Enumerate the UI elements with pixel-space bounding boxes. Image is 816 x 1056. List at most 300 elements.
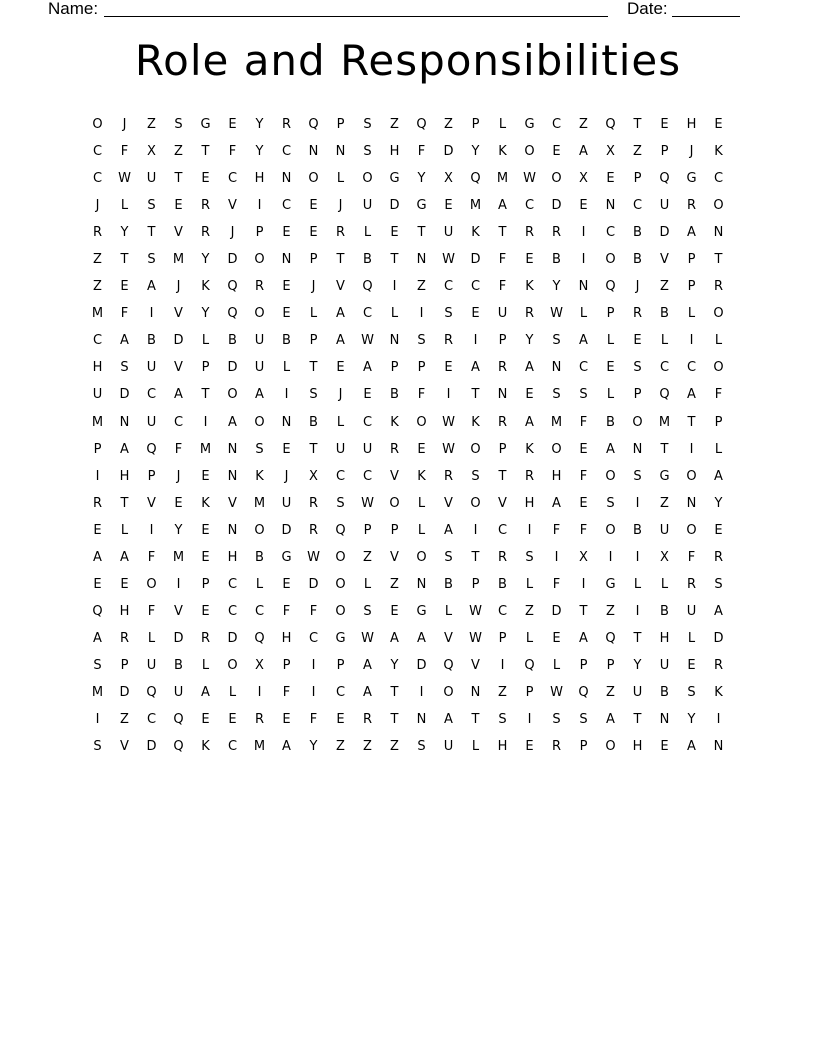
grid-letter[interactable]: E (93, 576, 102, 592)
grid-letter[interactable]: U (254, 360, 265, 376)
grid-letter[interactable]: P (606, 657, 615, 673)
grid-letter[interactable]: Q (605, 630, 616, 646)
grid-letter[interactable]: I (527, 712, 532, 728)
grid-letter[interactable]: K (201, 495, 210, 511)
grid-letter[interactable]: E (282, 441, 291, 457)
grid-letter[interactable]: C (281, 198, 292, 214)
grid-letter[interactable]: P (498, 630, 507, 646)
grid-letter[interactable]: E (552, 630, 561, 646)
grid-letter[interactable]: E (444, 360, 453, 376)
grid-letter[interactable]: Z (390, 739, 399, 755)
grid-letter[interactable]: Z (444, 117, 453, 132)
grid-letter[interactable]: Z (363, 739, 372, 755)
grid-letter[interactable]: J (635, 279, 640, 295)
grid-letter[interactable]: L (498, 117, 507, 132)
grid-letter[interactable]: A (444, 522, 453, 538)
grid-letter[interactable]: E (201, 549, 210, 565)
grid-letter[interactable]: P (687, 252, 696, 268)
grid-letter[interactable]: H (227, 549, 238, 565)
grid-letter[interactable]: G (524, 117, 535, 132)
grid-letter[interactable]: R (254, 279, 265, 295)
grid-letter[interactable]: V (228, 495, 237, 511)
grid-letter[interactable]: A (93, 630, 102, 646)
grid-letter[interactable]: I (635, 603, 640, 619)
grid-letter[interactable]: J (176, 279, 181, 295)
grid-letter[interactable]: I (311, 657, 316, 673)
grid-letter[interactable]: I (149, 522, 154, 538)
grid-letter[interactable]: F (147, 549, 156, 565)
grid-letter[interactable]: Y (525, 333, 534, 349)
grid-letter[interactable]: L (444, 603, 453, 619)
grid-letter[interactable]: O (254, 414, 265, 430)
grid-letter[interactable]: F (687, 549, 696, 565)
grid-letter[interactable]: C (713, 171, 724, 187)
grid-letter[interactable]: K (498, 144, 507, 160)
grid-letter[interactable]: D (308, 576, 319, 592)
grid-letter[interactable]: D (227, 252, 238, 268)
grid-letter[interactable]: A (687, 225, 696, 241)
grid-letter[interactable]: G (686, 171, 697, 187)
grid-letter[interactable]: A (525, 414, 534, 430)
grid-letter[interactable]: I (608, 549, 613, 565)
grid-letter[interactable]: C (173, 414, 184, 430)
grid-letter[interactable]: V (228, 198, 237, 214)
grid-letter[interactable]: L (714, 441, 723, 457)
grid-letter[interactable]: D (119, 684, 130, 700)
grid-letter[interactable]: I (176, 576, 181, 592)
grid-letter[interactable]: R (686, 576, 697, 592)
grid-letter[interactable]: I (473, 333, 478, 349)
grid-letter[interactable]: Z (390, 117, 399, 132)
grid-letter[interactable]: P (471, 117, 480, 132)
grid-letter[interactable]: B (633, 252, 642, 268)
grid-letter[interactable]: K (201, 739, 210, 755)
grid-letter[interactable]: E (120, 576, 129, 592)
grid-letter[interactable]: S (336, 495, 345, 511)
grid-letter[interactable]: T (471, 549, 480, 565)
grid-letter[interactable]: L (201, 657, 210, 673)
grid-letter[interactable]: C (92, 171, 103, 187)
grid-letter[interactable]: O (605, 739, 616, 755)
grid-letter[interactable]: E (660, 117, 669, 132)
grid-letter[interactable]: L (120, 522, 129, 538)
date-field[interactable] (672, 0, 740, 17)
grid-letter[interactable]: S (147, 198, 156, 214)
grid-letter[interactable]: L (633, 576, 642, 592)
grid-letter[interactable]: M (253, 739, 266, 755)
grid-letter[interactable]: A (525, 360, 534, 376)
grid-letter[interactable]: P (282, 657, 291, 673)
grid-letter[interactable]: E (390, 225, 399, 241)
grid-letter[interactable]: D (551, 198, 562, 214)
grid-letter[interactable]: E (282, 225, 291, 241)
grid-letter[interactable]: W (523, 171, 536, 187)
grid-letter[interactable]: O (227, 657, 238, 673)
grid-letter[interactable]: Y (174, 522, 183, 538)
grid-letter[interactable]: U (362, 198, 373, 214)
grid-letter[interactable]: L (282, 360, 291, 376)
grid-letter[interactable]: Y (309, 739, 318, 755)
grid-letter[interactable]: H (659, 630, 670, 646)
grid-letter[interactable]: D (389, 198, 400, 214)
grid-letter[interactable]: P (660, 144, 669, 160)
grid-letter[interactable]: G (416, 603, 427, 619)
grid-letter[interactable]: P (255, 225, 264, 241)
grid-letter[interactable]: D (713, 630, 724, 646)
grid-letter[interactable]: N (281, 171, 292, 187)
grid-letter[interactable]: L (336, 414, 345, 430)
grid-letter[interactable]: L (606, 387, 615, 403)
grid-letter[interactable]: I (635, 549, 640, 565)
grid-letter[interactable]: V (174, 225, 183, 241)
grid-letter[interactable]: T (120, 252, 129, 268)
grid-letter[interactable]: N (281, 414, 292, 430)
grid-letter[interactable]: H (551, 468, 562, 484)
grid-letter[interactable]: Y (255, 117, 264, 132)
grid-letter[interactable]: I (635, 495, 640, 511)
grid-letter[interactable]: E (579, 495, 588, 511)
grid-letter[interactable]: J (176, 468, 181, 484)
grid-letter[interactable]: L (687, 630, 696, 646)
grid-letter[interactable]: A (552, 495, 561, 511)
grid-letter[interactable]: P (201, 360, 210, 376)
grid-letter[interactable]: R (200, 198, 211, 214)
grid-letter[interactable]: O (632, 414, 643, 430)
grid-letter[interactable]: C (362, 306, 373, 322)
grid-letter[interactable]: E (201, 712, 210, 728)
grid-letter[interactable]: Z (525, 603, 534, 619)
grid-letter[interactable]: P (336, 657, 345, 673)
grid-letter[interactable]: N (632, 441, 643, 457)
grid-letter[interactable]: Z (579, 117, 588, 132)
grid-letter[interactable]: G (416, 198, 427, 214)
grid-letter[interactable]: A (93, 549, 102, 565)
grid-letter[interactable]: I (554, 549, 559, 565)
grid-letter[interactable]: I (581, 576, 586, 592)
grid-letter[interactable]: E (201, 603, 210, 619)
grid-letter[interactable]: S (633, 360, 642, 376)
grid-letter[interactable]: Z (606, 603, 615, 619)
grid-letter[interactable]: T (687, 414, 696, 430)
grid-letter[interactable]: M (253, 495, 266, 511)
grid-letter[interactable]: A (228, 414, 237, 430)
grid-letter[interactable]: W (442, 252, 455, 268)
grid-letter[interactable]: P (498, 441, 507, 457)
grid-letter[interactable]: W (469, 603, 482, 619)
grid-letter[interactable]: R (308, 522, 319, 538)
grid-letter[interactable]: P (390, 522, 399, 538)
name-field[interactable] (104, 0, 608, 17)
grid-letter[interactable]: R (497, 549, 508, 565)
grid-letter[interactable]: L (525, 630, 534, 646)
grid-letter[interactable]: L (309, 306, 318, 322)
grid-letter[interactable]: N (227, 522, 238, 538)
grid-letter[interactable]: Q (578, 684, 589, 700)
grid-letter[interactable]: J (338, 198, 343, 214)
grid-letter[interactable]: A (714, 603, 723, 619)
grid-letter[interactable]: P (336, 117, 345, 132)
grid-letter[interactable]: A (606, 441, 615, 457)
grid-letter[interactable]: T (417, 225, 426, 241)
grid-letter[interactable]: R (335, 225, 346, 241)
grid-letter[interactable]: N (578, 279, 589, 295)
grid-letter[interactable]: B (552, 252, 561, 268)
grid-letter[interactable]: C (497, 522, 508, 538)
grid-letter[interactable]: L (390, 306, 399, 322)
grid-letter[interactable]: K (255, 468, 264, 484)
grid-letter[interactable]: C (686, 360, 697, 376)
grid-letter[interactable]: M (469, 198, 482, 214)
grid-letter[interactable]: V (471, 657, 480, 673)
grid-letter[interactable]: C (227, 739, 238, 755)
grid-letter[interactable]: O (470, 495, 481, 511)
grid-letter[interactable]: E (282, 576, 291, 592)
grid-letter[interactable]: M (550, 414, 563, 430)
grid-letter[interactable]: N (497, 387, 508, 403)
grid-letter[interactable]: L (606, 333, 615, 349)
grid-letter[interactable]: Q (470, 171, 481, 187)
grid-letter[interactable]: D (119, 387, 130, 403)
grid-letter[interactable]: X (255, 657, 264, 673)
grid-letter[interactable]: J (689, 144, 694, 160)
grid-letter[interactable]: Q (146, 684, 157, 700)
grid-letter[interactable]: S (147, 252, 156, 268)
grid-letter[interactable]: Y (471, 144, 480, 160)
grid-letter[interactable]: N (227, 468, 238, 484)
grid-letter[interactable]: S (471, 468, 480, 484)
grid-letter[interactable]: J (311, 279, 316, 295)
grid-letter[interactable]: W (361, 630, 374, 646)
grid-letter[interactable]: F (282, 684, 291, 700)
grid-letter[interactable]: F (579, 414, 588, 430)
grid-letter[interactable]: Z (417, 279, 426, 295)
grid-letter[interactable]: J (95, 198, 100, 214)
grid-letter[interactable]: K (714, 144, 723, 160)
grid-letter[interactable]: V (498, 495, 507, 511)
grid-letter[interactable]: E (390, 603, 399, 619)
grid-letter[interactable]: A (201, 684, 210, 700)
grid-letter[interactable]: R (551, 225, 562, 241)
grid-letter[interactable]: W (442, 414, 455, 430)
grid-letter[interactable]: C (146, 387, 157, 403)
grid-letter[interactable]: B (147, 333, 156, 349)
grid-letter[interactable]: S (363, 144, 372, 160)
grid-letter[interactable]: U (443, 739, 454, 755)
grid-letter[interactable]: N (335, 144, 346, 160)
grid-letter[interactable]: P (687, 279, 696, 295)
grid-letter[interactable]: I (716, 712, 721, 728)
grid-letter[interactable]: F (309, 603, 318, 619)
grid-letter[interactable]: H (389, 144, 400, 160)
grid-letter[interactable]: I (419, 684, 424, 700)
grid-letter[interactable]: E (471, 306, 480, 322)
grid-letter[interactable]: E (201, 468, 210, 484)
grid-letter[interactable]: U (659, 522, 670, 538)
grid-letter[interactable]: I (95, 712, 100, 728)
grid-letter[interactable]: D (173, 630, 184, 646)
grid-letter[interactable]: V (660, 252, 669, 268)
grid-letter[interactable]: Z (606, 684, 615, 700)
grid-letter[interactable]: U (686, 603, 697, 619)
grid-letter[interactable]: Y (390, 657, 399, 673)
grid-letter[interactable]: H (281, 630, 292, 646)
grid-letter[interactable]: E (606, 171, 615, 187)
grid-letter[interactable]: J (338, 387, 343, 403)
grid-letter[interactable]: F (174, 441, 183, 457)
grid-letter[interactable]: E (336, 360, 345, 376)
grid-letter[interactable]: U (443, 225, 454, 241)
grid-letter[interactable]: Q (227, 279, 238, 295)
grid-letter[interactable]: L (255, 576, 264, 592)
grid-letter[interactable]: X (579, 549, 588, 565)
grid-letter[interactable]: E (525, 739, 534, 755)
grid-letter[interactable]: T (498, 225, 507, 241)
grid-letter[interactable]: A (579, 333, 588, 349)
grid-letter[interactable]: R (497, 414, 508, 430)
grid-letter[interactable]: G (605, 576, 616, 592)
grid-letter[interactable]: W (550, 684, 563, 700)
grid-letter[interactable]: O (605, 522, 616, 538)
grid-letter[interactable]: H (92, 360, 103, 376)
grid-letter[interactable]: E (336, 712, 345, 728)
grid-letter[interactable]: A (363, 684, 372, 700)
grid-letter[interactable]: S (93, 657, 102, 673)
grid-letter[interactable]: E (282, 306, 291, 322)
grid-letter[interactable]: L (336, 171, 345, 187)
grid-letter[interactable]: Y (201, 252, 210, 268)
grid-letter[interactable]: B (633, 225, 642, 241)
grid-letter[interactable]: S (552, 712, 561, 728)
grid-letter[interactable]: U (659, 657, 670, 673)
grid-letter[interactable]: F (120, 306, 129, 322)
grid-letter[interactable]: R (308, 495, 319, 511)
grid-letter[interactable]: E (525, 387, 534, 403)
grid-letter[interactable]: W (550, 306, 563, 322)
grid-letter[interactable]: W (469, 630, 482, 646)
grid-letter[interactable]: P (309, 252, 318, 268)
grid-letter[interactable]: O (335, 549, 346, 565)
grid-letter[interactable]: A (579, 144, 588, 160)
grid-letter[interactable]: A (255, 387, 264, 403)
grid-letter[interactable]: R (362, 712, 373, 728)
grid-letter[interactable]: X (444, 171, 453, 187)
grid-letter[interactable]: T (174, 171, 183, 187)
grid-letter[interactable]: U (281, 495, 292, 511)
grid-letter[interactable]: A (444, 712, 453, 728)
grid-letter[interactable]: Q (659, 171, 670, 187)
grid-letter[interactable]: T (633, 630, 642, 646)
grid-letter[interactable]: I (581, 252, 586, 268)
grid-letter[interactable]: J (230, 225, 235, 241)
grid-letter[interactable]: Z (174, 144, 183, 160)
grid-letter[interactable]: F (282, 603, 291, 619)
grid-letter[interactable]: T (633, 117, 642, 132)
grid-letter[interactable]: B (390, 387, 399, 403)
grid-letter[interactable]: E (714, 117, 723, 132)
grid-letter[interactable]: U (254, 333, 265, 349)
grid-letter[interactable]: W (361, 495, 374, 511)
grid-letter[interactable]: N (470, 684, 481, 700)
grid-letter[interactable]: L (660, 576, 669, 592)
grid-letter[interactable]: O (686, 468, 697, 484)
grid-letter[interactable]: A (120, 333, 129, 349)
grid-letter[interactable]: P (417, 360, 426, 376)
grid-letter[interactable]: O (713, 198, 724, 214)
grid-letter[interactable]: T (120, 495, 129, 511)
grid-letter[interactable]: O (524, 144, 535, 160)
grid-letter[interactable]: E (120, 279, 129, 295)
grid-letter[interactable]: I (689, 441, 694, 457)
grid-letter[interactable]: O (254, 522, 265, 538)
grid-letter[interactable]: Z (633, 144, 642, 160)
grid-letter[interactable]: P (525, 684, 534, 700)
grid-letter[interactable]: E (417, 441, 426, 457)
grid-letter[interactable]: D (659, 225, 670, 241)
grid-letter[interactable]: S (417, 739, 426, 755)
grid-letter[interactable]: O (416, 414, 427, 430)
grid-letter[interactable]: I (149, 306, 154, 322)
grid-letter[interactable]: F (498, 252, 507, 268)
grid-letter[interactable]: A (363, 360, 372, 376)
grid-letter[interactable]: U (497, 306, 508, 322)
grid-letter[interactable]: V (444, 630, 453, 646)
grid-letter[interactable]: K (525, 441, 534, 457)
grid-letter[interactable]: R (92, 495, 103, 511)
grid-letter[interactable]: T (633, 712, 642, 728)
grid-letter[interactable]: O (227, 387, 238, 403)
grid-letter[interactable]: V (174, 603, 183, 619)
grid-letter[interactable]: U (335, 441, 346, 457)
grid-letter[interactable]: T (498, 468, 507, 484)
grid-letter[interactable]: Q (524, 657, 535, 673)
grid-letter[interactable]: M (172, 252, 185, 268)
grid-letter[interactable]: O (335, 576, 346, 592)
grid-letter[interactable]: A (498, 198, 507, 214)
grid-letter[interactable]: C (443, 279, 454, 295)
grid-letter[interactable]: K (201, 279, 210, 295)
grid-letter[interactable]: O (551, 441, 562, 457)
grid-letter[interactable]: B (228, 333, 237, 349)
grid-letter[interactable]: A (120, 441, 129, 457)
grid-letter[interactable]: I (689, 333, 694, 349)
grid-letter[interactable]: O (335, 603, 346, 619)
grid-letter[interactable]: I (500, 657, 505, 673)
grid-letter[interactable]: M (199, 441, 212, 457)
grid-letter[interactable]: S (444, 549, 453, 565)
grid-letter[interactable]: R (632, 306, 643, 322)
grid-letter[interactable]: L (552, 657, 561, 673)
grid-letter[interactable]: L (228, 684, 237, 700)
grid-letter[interactable]: V (147, 495, 156, 511)
grid-letter[interactable]: E (93, 522, 102, 538)
grid-letter[interactable]: Q (173, 739, 184, 755)
grid-letter[interactable]: B (309, 414, 318, 430)
grid-letter[interactable]: Z (660, 279, 669, 295)
grid-letter[interactable]: V (120, 739, 129, 755)
grid-letter[interactable]: L (714, 333, 723, 349)
grid-letter[interactable]: G (200, 117, 211, 132)
grid-letter[interactable]: O (92, 117, 103, 132)
grid-letter[interactable]: H (686, 117, 697, 132)
grid-letter[interactable]: V (390, 549, 399, 565)
grid-letter[interactable]: R (443, 468, 454, 484)
grid-letter[interactable]: C (227, 603, 238, 619)
grid-letter[interactable]: A (282, 739, 291, 755)
grid-letter[interactable]: V (444, 495, 453, 511)
grid-letter[interactable]: M (91, 684, 104, 700)
grid-letter[interactable]: V (174, 306, 183, 322)
grid-letter[interactable]: E (552, 144, 561, 160)
